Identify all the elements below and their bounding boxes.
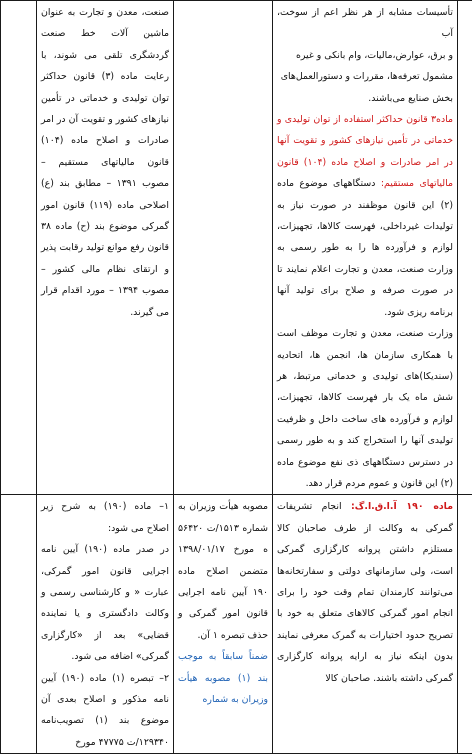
table-row — [1, 495, 472, 754]
approval-note-blue: ضمناً سابقاً به موجب بند (۱) مصوبه هیأت وزیران به شماره — [178, 646, 268, 710]
proposal-line: مشمول تعرفه‌ها، مقررات و دستورالعمل‌های — [277, 66, 453, 87]
table-row — [1, 1, 472, 495]
proposal-line: و برق، عوارض،مالیات، وام بانکی و غیره — [277, 45, 453, 66]
row-number-cell — [458, 495, 472, 754]
proposal-continuation: دستگاههای موضوع ماده (۲) این قانون موظفند در صورت نیاز به تولیدات غیرداخلی، فهرست کالاها، تجهیزات، لوازم و فرآورده ها را به طور رسمی به وزارت صنعت، معدن و تجارت اعلام نمایند تا در صورت صرفه و صلاح برای تولید آنها برنامه ریزی شود. — [277, 178, 453, 317]
proposal-line: بخش صنایع می‌باشند. — [277, 88, 453, 109]
amendment-text: ۲– تبصره (۱) ماده (۱۹۰) آیین نامه مذکور و اصلاح بعدی آن موضوع بند (۱) تصویب‌نامه ۱۲۹۳۴۰/ت ۴۷۷۷۵ مورخ — [41, 668, 169, 754]
notes-cell — [1, 495, 37, 754]
approval-text: مصوبه هیأت وزیران به شماره ۱۵۱۳/ت ۵۶۴۲۰ ه مورخ ۱۳۹۸/۰۱/۱۷ متضمن اصلاح ماده ۱۹۰ آیین نامه اجرایی قانون امور گمرکی و حذف تبصره ۱ آن. — [178, 496, 268, 646]
article-title-red: ماده ۱۹۰ آ.ا.ق.ا.گ: — [351, 501, 453, 512]
proposal-paragraph: وزارت صنعت، معدن و تجارت موظف است با همکاری سازمان ها، انجمن ها، اتحادیه (سندیکا)های تولیدی و خدماتی مرتبط، هر شش ماه یک بار فهرست کالاها، تجهیزات، لوازم و فرآورده های ساخت داخل و ظرفیت تولیدی آنها را استخراج کند و به طور رسمی در دسترس دستگاههای ذی نفع موضوع ماده (۲) این قانون و عموم مردم قرار دهد. — [277, 323, 453, 494]
amendment-text: در صدر ماده (۱۹۰) آیین نامه اجرایی قانون امور گمرکی، عبارت « و کارشناسی رسمی و وکالت دادگستری و یا نماینده قضایی» بعد از «کارگزاری گمرکی» اضافه می شود. — [41, 539, 169, 667]
proposal-text: انجام تشریفات گمرکی به وکالت از طرف صاحبان کالا مستلزم داشتن پروانه کارگزاری گمرکی است، ولی سازمانهای دولتی و سفارتخانه‌ها می‌توانند کارمندان تمام وقت خود را برای انجام امور گمرکی کالاهای متعلق به خود با تصریح حدود اختیارات به گمرک معرفی نمایند بدون اینکه نیاز به ارایه پروانه کارگزاری گمرکی داشته باشند. صاحبان کالا — [277, 501, 453, 683]
amendment-cell — [37, 495, 174, 754]
approval-cell — [174, 495, 273, 754]
proposal-cell — [273, 495, 458, 754]
approval-cell — [174, 1, 273, 495]
notes-cell — [1, 1, 37, 495]
amendment-text: ۱– ماده (۱۹۰) به شرح زیر اصلاح می شود: — [41, 496, 169, 539]
proposal-cell — [273, 1, 458, 495]
row-number-cell — [458, 1, 472, 495]
law-reference-red: ماده۳ قانون حداکثر استفاده از توان تولیدی و خدماتی در تأمین نیازهای کشور و تقویت آنها در امر صادرات و اصلاح ماده (۱۰۴) قانون مالیاتهای مستقیم: — [277, 114, 453, 189]
proposal-line: تأسیسات مشابه از هر نظر اعم از سوخت، آب — [277, 2, 453, 45]
amendment-cell: صنعت، معدن و تجارت به عنوان ماشین آلات خط صنعت گردشگری تلقی می شوند، با رعایت ماده (۳) قانون حداکثر توان تولیدی و خدماتی در تأمین نیازهای کشور و تقویت آن در امر صادرات و اصلاح ماده (۱۰۴) قانون مالیاتهای مستقیم – مصوب ۱۳۹۱ – مطابق بند (ع) اصلاحی ماده (۱۱۹) قانون امور گمرکی موضوع بند (ح) ماده ۳۸ قانون رفع موانع تولید رقابت پذیر و ارتقای نظام مالی کشور – مصوب ۱۳۹۴ – مورد اقدام قرار می گیرند. — [37, 1, 174, 495]
